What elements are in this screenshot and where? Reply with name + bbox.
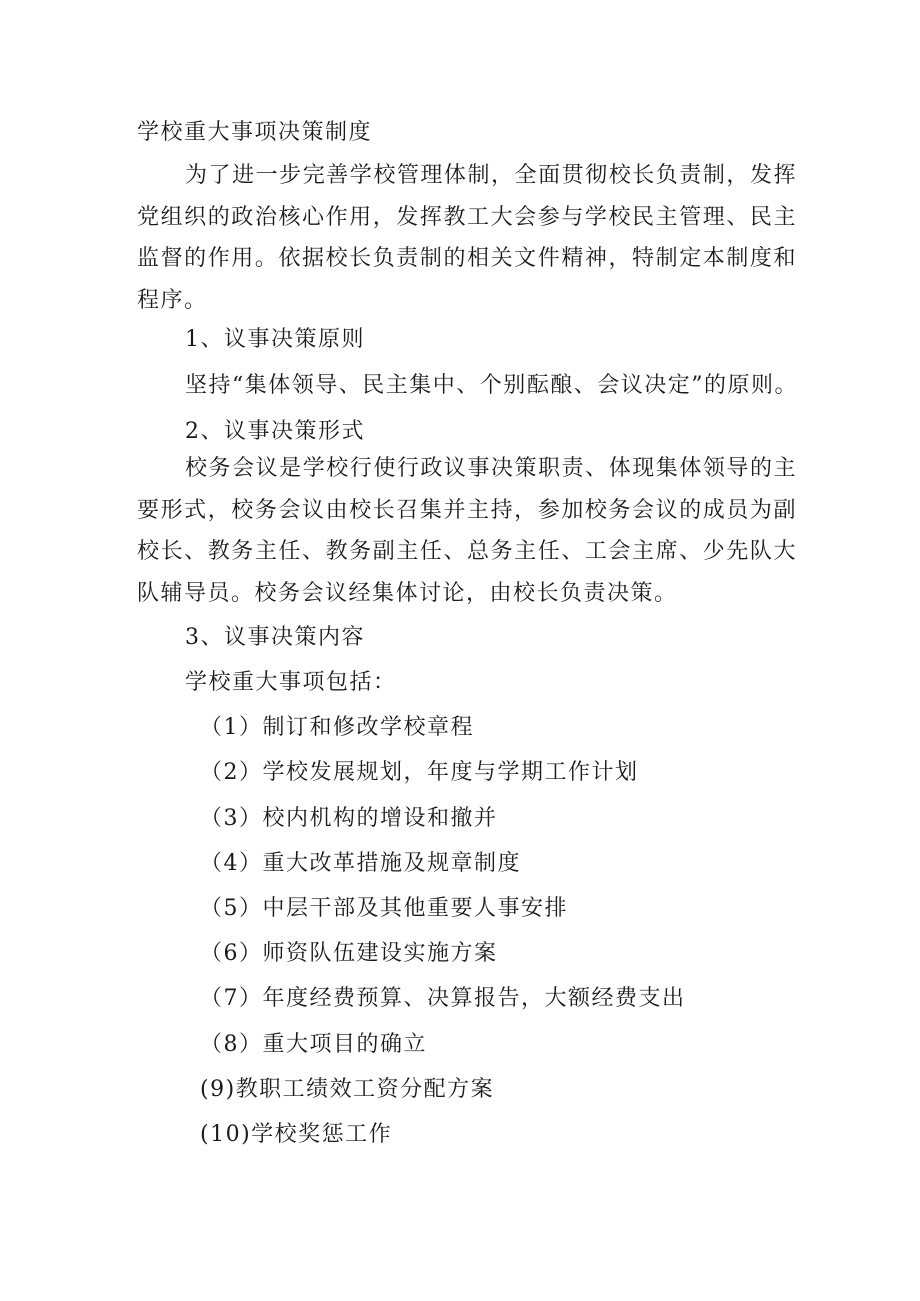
list-item: (9)教职工绩效工资分配方案 (200, 1077, 495, 1102)
list-item: （1）制订和修改学校章程 (200, 715, 474, 740)
section-3-heading: 3、议事决策内容 (185, 625, 365, 650)
list-item: （4）重大改革措施及规章制度 (200, 851, 521, 876)
list-item: （5）中层干部及其他重要人事安排 (200, 896, 568, 921)
section-3-body: 学校重大事项包括： (185, 670, 397, 695)
list-item: （3）校内机构的增设和撤并 (200, 806, 498, 831)
list-item: （6）师资队伍建设实施方案 (200, 941, 498, 966)
section-1-body: 坚持“集体领导、民主集中、个别酝酿、会议决定”的原则。 (185, 373, 798, 398)
document-title: 学校重大事项决策制度 (137, 120, 373, 145)
section-2-heading: 2、议事决策形式 (185, 419, 365, 444)
list-item: （8）重大项目的确立 (200, 1032, 427, 1057)
list-item: （7）年度经费预算、决算报告，大额经费支出 (200, 986, 686, 1011)
intro-paragraph: 为了进一步完善学校管理体制，全面贯彻校长负责制，发挥党组织的政治核心作用，发挥教工大会参与学校民主管理、民主监督的作用。依据校长负责制的相关文件精神，特制定本制度和程序。 (137, 163, 797, 313)
list-item: （2）学校发展规划，年度与学期工作计划 (200, 760, 639, 785)
section-2-body: 校务会议是学校行使行政议事决策职责、体现集体领导的主要形式，校务会议由校长召集并主持，参加校务会议的成员为副校长、教务主任、教务副主任、总务主任、工会主席、少先队大队辅导员。校务会议经集体讨论，由校长负责决策。 (137, 456, 797, 606)
list-item: (10)学校奖惩工作 (200, 1122, 393, 1147)
section-1-heading: 1、议事决策原则 (185, 327, 365, 352)
